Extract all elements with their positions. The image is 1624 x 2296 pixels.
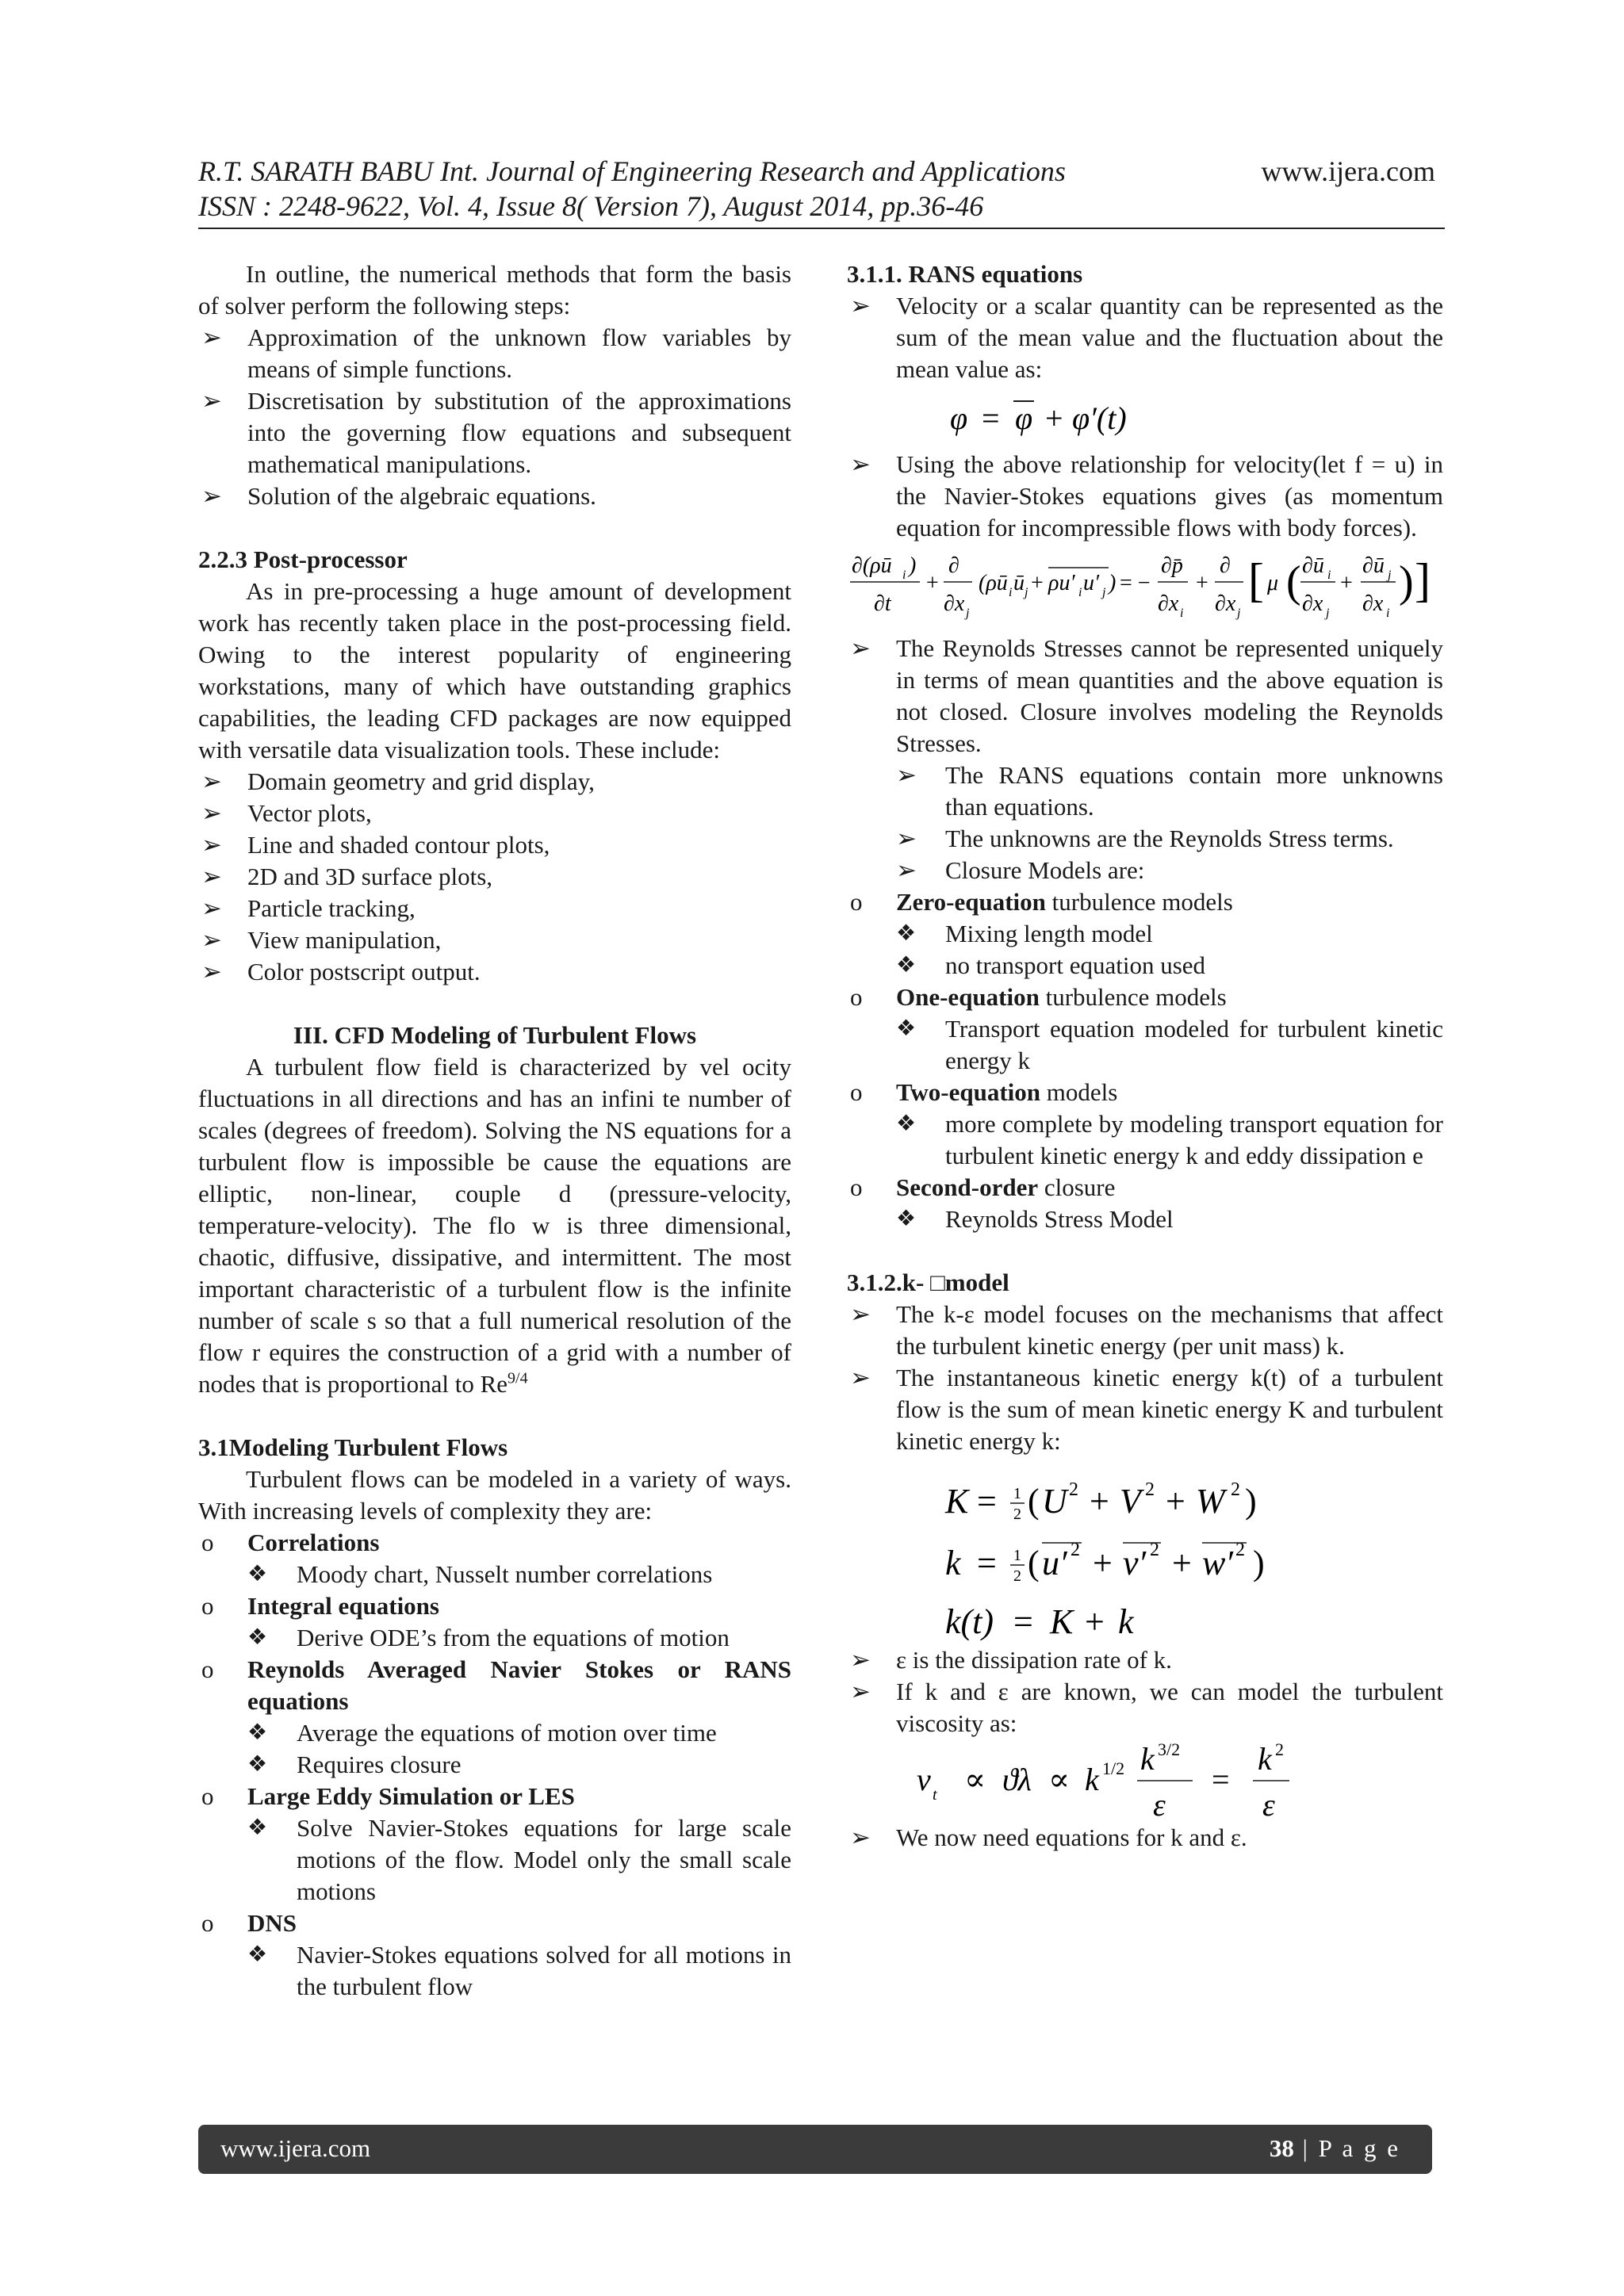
running-header <box>198 154 1445 224</box>
list-item: ❖ Moody chart, Nusselt number correlations <box>247 1559 791 1590</box>
arrow-bullet-icon: ➢ <box>850 1646 871 1674</box>
list-item: ➢ If k and ε are known, we can model the turbulent viscosity as: <box>850 1678 1443 1737</box>
diamond-bullet-icon: ❖ <box>247 1942 268 1967</box>
svg-text:2: 2 <box>1071 1540 1080 1560</box>
arrow-bullet-icon: ➢ <box>201 831 222 859</box>
list-item: o Reynolds Averaged Navier Stokes or RANS equations ❖ Average the equations of motion over time ❖ Requires closure <box>198 1654 791 1781</box>
svg-text:2: 2 <box>1150 1540 1159 1560</box>
svg-text:v′: v′ <box>1123 1544 1147 1582</box>
svg-text:μ: μ <box>1267 571 1279 595</box>
section-3-heading: III. CFD Modeling of Turbulent Flows <box>293 1021 697 1049</box>
svg-text:i: i <box>1327 568 1331 582</box>
svg-text:+: + <box>1090 1482 1109 1521</box>
closure-sub-list <box>896 760 1443 886</box>
svg-text:+: + <box>1031 571 1044 595</box>
diamond-bullet-icon: ❖ <box>247 1816 268 1840</box>
page-number: 38 | P a g e <box>1269 2134 1400 2162</box>
svg-text:∂(ρū: ∂(ρū <box>852 553 892 578</box>
svg-text:=: = <box>1212 1762 1230 1797</box>
arrow-bullet-icon: ➢ <box>201 799 222 827</box>
post-processor-heading: 2.2.3 Post-processor <box>198 545 408 573</box>
list-item: ➢ Domain geometry and grid display, <box>198 766 791 798</box>
svg-text:∂ū: ∂ū <box>1302 553 1324 578</box>
diamond-bullet-icon: ❖ <box>247 1720 268 1745</box>
svg-text:+: + <box>1093 1544 1113 1582</box>
svg-text:∂: ∂ <box>1220 553 1231 578</box>
svg-text:φ′(t): φ′(t) <box>1072 400 1127 436</box>
diamond-bullet-icon: ❖ <box>896 1207 917 1231</box>
list-item: o Large Eddy Simulation or LES ❖ Solve Navier-Stokes equations for large scale motions of the flow. Model only the small scale motions <box>198 1781 791 1908</box>
svg-text:∂ū: ∂ū <box>1362 553 1385 578</box>
diamond-bullet-icon: ❖ <box>896 953 917 978</box>
list-item: ➢ The RANS equations contain more unknowns than equations. <box>896 761 1443 821</box>
svg-text:ϑλ: ϑλ <box>1002 1762 1032 1797</box>
list-item: ➢ View manipulation, <box>198 924 791 956</box>
intro-paragraph: In outline, the numerical methods that form the basis of solver perform the following steps: <box>198 260 791 320</box>
arrow-bullet-icon: ➢ <box>850 1300 871 1328</box>
svg-text:+: + <box>1340 571 1353 595</box>
list-item: ➢ Vector plots, <box>198 798 791 829</box>
svg-text:(: ( <box>1028 1482 1040 1521</box>
list-item: ❖ Solve Navier-Stokes equations for large scale motions of the flow. Model only the small scale motions <box>247 1814 791 1905</box>
list-item: ➢ The instantaneous kinetic energy k(t) of a turbulent flow is the sum of mean kinetic energy K and turbulent kinetic energy k: <box>850 1364 1443 1455</box>
svg-text:2: 2 <box>1069 1479 1078 1500</box>
svg-text:1: 1 <box>1013 1485 1021 1502</box>
svg-text:i: i <box>902 568 906 582</box>
list-item: ➢ The unknowns are the Reynolds Stress terms. <box>896 823 1443 855</box>
journal-line: R.T. SARATH BABU Int. Journal of Engineering Research and Applications <box>198 155 1066 187</box>
svg-text:[: [ <box>1248 554 1264 607</box>
svg-text:=: = <box>977 1544 997 1582</box>
arrow-bullet-icon: ➢ <box>201 863 222 890</box>
svg-text:∂: ∂ <box>948 553 959 578</box>
closure-models-list <box>847 886 1443 1235</box>
svg-text:j: j <box>1025 586 1028 599</box>
svg-text:j: j <box>1326 607 1330 620</box>
svg-text:u′: u′ <box>1042 1544 1067 1582</box>
list-item: ➢ Line and shaded contour plots, <box>198 829 791 861</box>
svg-text:∝: ∝ <box>964 1762 986 1797</box>
header-website: www.ijera.com <box>1261 155 1435 187</box>
right-column <box>847 258 1443 1854</box>
list-item: ❖ Navier-Stokes equations solved for all motions in the turbulent flow <box>247 1941 791 2000</box>
arrow-bullet-icon: ➢ <box>850 292 871 320</box>
left-column <box>198 258 791 2003</box>
re-exponent: 9/4 <box>508 1369 528 1387</box>
svg-text:U: U <box>1042 1482 1067 1521</box>
list-item: ❖ no transport equation used <box>896 950 1443 982</box>
list-item: o DNS ❖ Navier-Stokes equations solved for all motions in the turbulent flow <box>198 1908 791 2003</box>
list-item: ➢ The Reynolds Stresses cannot be represented uniquely in terms of mean quantities and the above equation is not closed. Closure involves modeling the Reynolds Stresses. ➢ The RANS equations contain more unknowns than equations. ➢ The unknowns are the Reynolds Stress terms. ➢ Closure Models are: <box>847 633 1443 886</box>
svg-text:t: t <box>933 1786 937 1804</box>
svg-text:ν: ν <box>917 1762 931 1797</box>
solver-steps-list <box>198 322 791 512</box>
list-item: ➢ 2D and 3D surface plots, <box>198 861 791 893</box>
svg-text:ε: ε <box>1262 1787 1275 1822</box>
svg-text:+: + <box>1045 400 1063 436</box>
list-item: ❖ Mixing length model <box>896 918 1443 950</box>
svg-text:): ) <box>1245 1482 1257 1521</box>
svg-text:2: 2 <box>1013 1567 1021 1585</box>
list-item: ❖ more complete by modeling transport equation for turbulent kinetic energy k and eddy dissipation e <box>896 1110 1443 1169</box>
list-item: ➢ Velocity or a scalar quantity can be represented as the sum of the mean value and the fluctuation about the mean value as: <box>850 292 1443 383</box>
svg-text:V: V <box>1120 1482 1141 1521</box>
header-rule <box>198 228 1445 229</box>
svg-text:φ: φ <box>1015 400 1033 436</box>
svg-text:): ) <box>1399 557 1414 607</box>
svg-text:i: i <box>1009 586 1013 599</box>
svg-text:∂x: ∂x <box>944 591 965 616</box>
list-item: o Integral equations ❖ Derive ODE’s from the equations of motion <box>198 1590 791 1654</box>
svg-text:k: k <box>945 1544 961 1582</box>
diamond-bullet-icon: ❖ <box>247 1752 268 1777</box>
svg-text:ρu′: ρu′ <box>1048 571 1075 595</box>
model-list <box>198 1527 791 2003</box>
svg-text:j: j <box>1237 607 1241 620</box>
list-item: ➢ Particle tracking, <box>198 893 791 924</box>
list-item: o Second-order closure ❖ Reynolds Stress Model <box>847 1172 1443 1235</box>
arrow-bullet-icon: ➢ <box>850 1823 871 1851</box>
svg-text:K: K <box>1050 1602 1074 1641</box>
svg-text:W: W <box>1196 1482 1225 1521</box>
svg-text:1: 1 <box>1013 1547 1021 1564</box>
svg-text:k(t): k(t) <box>945 1602 994 1641</box>
svg-text:ū: ū <box>1013 571 1025 595</box>
arrow-bullet-icon: ➢ <box>850 1364 871 1391</box>
rans-momentum-equation <box>847 544 1443 633</box>
svg-text:+: + <box>1196 571 1208 595</box>
svg-text:=: = <box>982 400 1000 436</box>
svg-text:]: ] <box>1415 554 1431 607</box>
arrow-bullet-icon: ➢ <box>850 634 871 662</box>
svg-text:): ) <box>1253 1544 1265 1582</box>
list-item: ➢ ε is the dissipation rate of k. <box>847 1644 1443 1676</box>
decomposition-equation <box>847 385 1443 449</box>
svg-text:=: = <box>1013 1602 1033 1641</box>
arrow-bullet-icon: ➢ <box>201 482 222 510</box>
svg-text:2: 2 <box>1231 1479 1240 1500</box>
svg-text:): ) <box>909 553 917 578</box>
svg-text:j: j <box>966 607 970 620</box>
svg-text:+: + <box>1172 1544 1192 1582</box>
arrow-bullet-icon: ➢ <box>201 387 222 415</box>
svg-text:j: j <box>1388 568 1392 582</box>
svg-text:K: K <box>945 1482 969 1521</box>
svg-text:∝: ∝ <box>1048 1762 1071 1797</box>
kinetic-energy-equations <box>847 1457 1443 1644</box>
k-epsilon-heading: 3.1.2.k- □model <box>847 1269 1009 1296</box>
section-3-1-heading: 3.1Modeling Turbulent Flows <box>198 1433 508 1461</box>
turbulent-viscosity-equation <box>847 1739 1443 1822</box>
svg-text:2: 2 <box>1235 1540 1245 1560</box>
diamond-bullet-icon: ❖ <box>896 1112 917 1136</box>
svg-text:∂x: ∂x <box>1302 591 1323 616</box>
issn-line: ISSN : 2248-9622, Vol. 4, Issue 8( Version 7), August 2014, pp.36-46 <box>198 190 984 222</box>
svg-text:u′: u′ <box>1083 571 1100 595</box>
arrow-bullet-icon: ➢ <box>201 926 222 954</box>
list-item: ➢ Using the above relationship for velocity(let f = u) in the Navier-Stokes equations gives (as momentum equation for incompressible flows with body forces). <box>850 450 1443 541</box>
arrow-bullet-icon: ➢ <box>201 958 222 985</box>
svg-text:i: i <box>1386 607 1390 620</box>
visualization-tools-list <box>198 766 791 988</box>
svg-text:k: k <box>1085 1762 1099 1797</box>
svg-text:k: k <box>1118 1602 1134 1641</box>
svg-text:2: 2 <box>1145 1479 1155 1500</box>
arrow-bullet-icon: ➢ <box>201 894 222 922</box>
page-footer <box>198 2125 1432 2174</box>
svg-text:ε: ε <box>1153 1787 1166 1822</box>
diamond-bullet-icon: ❖ <box>896 921 917 946</box>
svg-text:+: + <box>926 571 939 595</box>
diamond-bullet-icon: ❖ <box>247 1625 268 1650</box>
svg-text:∂p̄: ∂p̄ <box>1161 553 1183 578</box>
svg-text:w′: w′ <box>1202 1544 1233 1582</box>
arrow-bullet-icon: ➢ <box>896 761 917 789</box>
svg-text:j: j <box>1102 586 1106 599</box>
list-item: ➢ Solution of the algebraic equations. <box>198 480 791 512</box>
svg-text:(ρū: (ρū <box>979 571 1008 595</box>
list-item: o One-equation turbulence models ❖ Transport equation modeled for turbulent kinetic energy k <box>847 982 1443 1077</box>
svg-text:i: i <box>1180 607 1184 620</box>
list-item: o Correlations ❖ Moody chart, Nusselt number correlations <box>198 1527 791 1590</box>
arrow-bullet-icon: ➢ <box>201 767 222 795</box>
arrow-bullet-icon: ➢ <box>896 825 917 852</box>
svg-text:i: i <box>1078 586 1082 599</box>
post-processor-paragraph: As in pre-processing a huge amount of development work has recently taken place in the post-processing field. Owing to the interest popularity of engineering workstations, many of which have outstanding graphics capabilities, the leading CFD packages are now equipped with versatile data visualization tools. These include: <box>198 577 791 763</box>
diamond-bullet-icon: ❖ <box>896 1016 917 1041</box>
diamond-bullet-icon: ❖ <box>247 1562 268 1586</box>
section-3-paragraph: A turbulent flow field is characterized by vel ocity fluctuations in all directions and has an infini te number of scales (degrees of freedom). Solving the NS equations for a turbulent flow is impossible be cause the equations are elliptic, non-linear, couple d (pressure-velocity, temperature-velocity). The flo w is three dimensional, chaotic, diffusive, dissipative, and intermittent. The most important characteristic of a turbulent flow is the infinite number of scale s so that a full numerical resolution of the flow r equires the construction of a grid with a number of nodes that is proportional to $Re^{9/4}$ <box>198 1053 791 1398</box>
svg-text:(: ( <box>1286 557 1301 607</box>
svg-text:+: + <box>1085 1602 1105 1641</box>
arrow-bullet-icon: ➢ <box>201 323 222 351</box>
list-item: ❖ Derive ODE’s from the equations of motion <box>247 1622 791 1654</box>
list-item: ❖ Requires closure <box>247 1749 791 1781</box>
footer-website: www.ijera.com <box>220 2134 371 2162</box>
svg-text:+: + <box>1166 1482 1185 1521</box>
arrow-bullet-icon: ➢ <box>896 856 917 884</box>
svg-text:k: k <box>1140 1741 1155 1777</box>
svg-text:k: k <box>1258 1741 1272 1777</box>
svg-text:∂t: ∂t <box>874 591 891 616</box>
list-item: ➢ Discretisation by substitution of the approximations into the governing flow equations and subsequent mathematical manipulations. <box>201 387 791 478</box>
list-item: ➢ The k-ε model focuses on the mechanisms that affect the turbulent kinetic energy (per unit mass) k. <box>850 1300 1443 1360</box>
svg-text:(: ( <box>1028 1544 1040 1582</box>
svg-text:1/2: 1/2 <box>1102 1758 1125 1778</box>
svg-text:∂x: ∂x <box>1362 591 1384 616</box>
svg-text:2: 2 <box>1013 1506 1021 1523</box>
list-item: o Zero-equation turbulence models ❖ Mixing length model ❖ no transport equation used <box>847 886 1443 982</box>
list-item: ❖ Average the equations of motion over time <box>247 1717 791 1749</box>
list-item: ❖ Reynolds Stress Model <box>896 1203 1443 1235</box>
list-item: ➢ Closure Models are: <box>896 855 1443 886</box>
list-item: ➢ Color postscript output. <box>198 956 791 988</box>
svg-text:φ: φ <box>950 400 968 436</box>
svg-text:=: = <box>977 1482 997 1521</box>
arrow-bullet-icon: ➢ <box>850 450 871 478</box>
svg-text:∂x: ∂x <box>1215 591 1236 616</box>
list-item: ❖ Transport equation modeled for turbulent kinetic energy k <box>896 1015 1443 1074</box>
svg-text:2: 2 <box>1275 1739 1284 1759</box>
svg-text:= −: = − <box>1120 571 1151 595</box>
svg-text:3/2: 3/2 <box>1158 1739 1181 1759</box>
svg-text:∂x: ∂x <box>1158 591 1179 616</box>
list-item: ➢ We now need equations for k and ε. <box>847 1822 1443 1854</box>
list-item: o Two-equation models ❖ more complete by modeling transport equation for turbulent kinetic energy k and eddy dissipation e <box>847 1077 1443 1172</box>
list-item: ➢ Approximation of the unknown flow variables by means of simple functions. <box>201 323 791 383</box>
svg-text:): ) <box>1109 571 1116 595</box>
arrow-bullet-icon: ➢ <box>850 1678 871 1705</box>
section-3-1-paragraph: Turbulent flows can be modeled in a variety of ways. With increasing levels of complexity they are: <box>198 1465 791 1525</box>
rans-heading: 3.1.1. RANS equations <box>847 260 1083 288</box>
